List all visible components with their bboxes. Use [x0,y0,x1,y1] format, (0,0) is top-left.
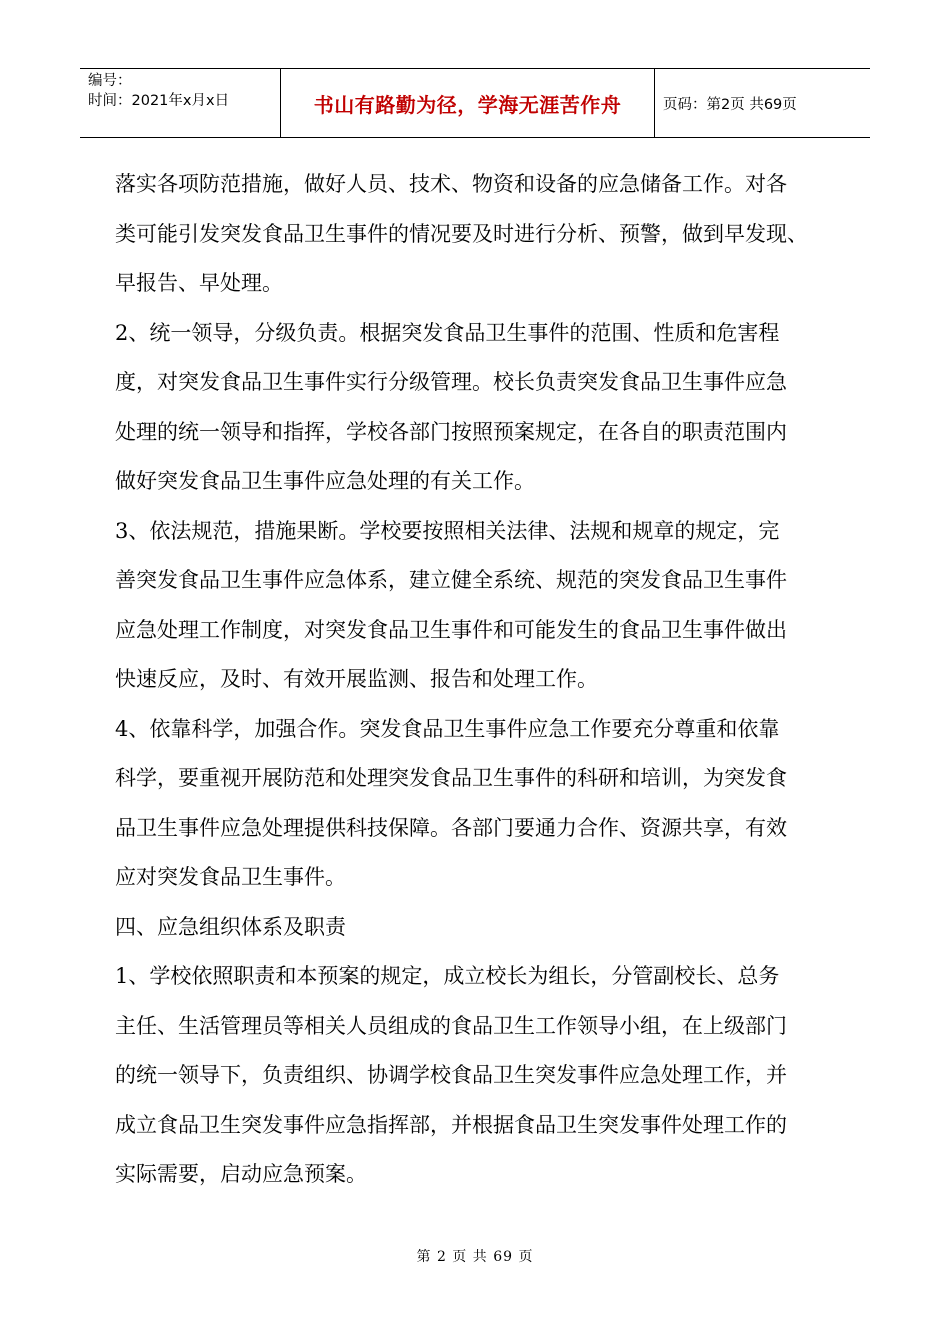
body-line: 1、学校依照职责和本预案的规定，成立校长为组长，分管副校长、总务 [115,964,780,988]
document-body [115,160,845,1200]
body-line: 类可能引发突发食品卫生事件的情况要及时进行分析、预警，做到早发现、 [115,221,808,246]
body-line: 4、依靠科学，加强合作。突发食品卫生事件应急工作要充分尊重和依靠 [115,716,780,741]
body-line: 度，对突发食品卫生事件实行分级管理。校长负责突发食品卫生事件应急 [115,370,787,394]
body-line: 善突发食品卫生事件应急体系，建立健全系统、规范的突发食品卫生事件 [115,568,787,592]
body-line: 品卫生事件应急处理提供科技保障。各部门要通力合作、资源共享，有效 [115,815,787,840]
body-line: 的统一领导下，负责组织、协调学校食品卫生突发事件应急处理工作，并 [115,1063,787,1087]
body-line: 成立食品卫生突发事件应急指挥部，并根据食品卫生突发事件处理工作的 [115,1112,787,1137]
body-line: 2、统一领导，分级负责。根据突发食品卫生事件的范围、性质和危害程 [115,320,780,345]
header-motto: 书山有路勤为径，学海无涯苦作舟 [281,69,655,137]
body-line: 主任、生活管理员等相关人员组成的食品卫生工作领导小组，在上级部门 [115,1013,787,1038]
header-page-info: 页码：第2页 共69页 [663,96,797,113]
body-line: 应对突发食品卫生事件。 [115,865,346,889]
body-line: 做好突发食品卫生事件应急处理的有关工作。 [115,469,535,493]
section-heading: 四、应急组织体系及职责 [115,914,346,939]
body-line: 落实各项防范措施，做好人员、技术、物资和设备的应急储备工作。对各 [115,172,787,196]
body-line: 早报告、早处理。 [115,271,283,295]
body-line: 应急处理工作制度，对突发食品卫生事件和可能发生的食品卫生事件做出 [115,617,787,642]
page-header [80,68,870,138]
body-line: 实际需要，启动应急预案。 [115,1162,367,1186]
body-line: 3、依法规范，措施果断。学校要按照相关法律、法规和规章的规定，完 [115,518,780,543]
page-footer: 第 2 页 共 69 页 [416,1249,534,1265]
document-number-label: 编号： [88,73,132,89]
body-line: 科学，要重视开展防范和处理突发食品卫生事件的科研和培训，为突发食 [115,766,787,790]
body-line: 处理的统一领导和指挥，学校各部门按照预案规定，在各自的职责范围内 [115,419,787,444]
body-line: 快速反应，及时、有效开展监测、报告和处理工作。 [115,667,598,691]
document-date: 时间：2021年x月x日 [88,93,230,109]
header-meta [80,69,281,137]
